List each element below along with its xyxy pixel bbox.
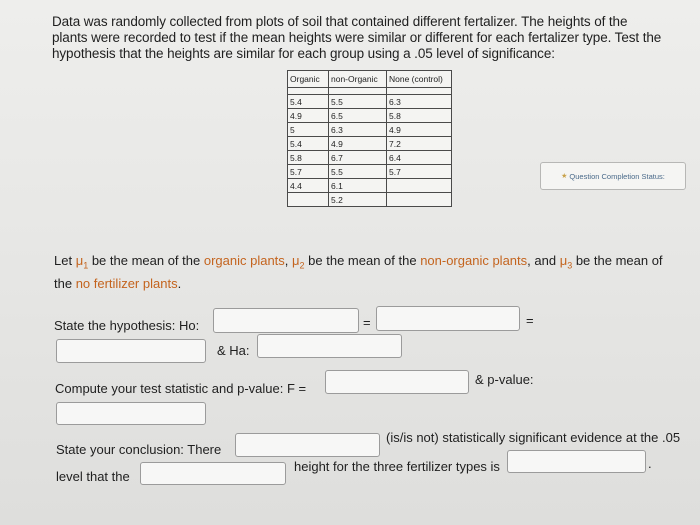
text-fragment: .	[177, 275, 182, 291]
question-intro: Data was randomly collected from plots of soil that contained different fertalizer. The heights of the plants were recorded to test if the mean heights were similar or different for each fertalizer type. Test the hypothesis that the heights are similar for each group using a .05 level of significance:	[52, 14, 662, 61]
table-cell: 5	[288, 123, 329, 137]
ha-input[interactable]	[257, 334, 402, 358]
text-fragment: Let	[54, 253, 76, 268]
ho-equals-sign-2: =	[526, 313, 534, 328]
table-header-row	[288, 71, 452, 88]
mu3-subscript: 3	[567, 260, 573, 271]
table-row	[288, 151, 452, 165]
table-row	[288, 165, 452, 179]
text-fragment: be the mean of the	[88, 253, 204, 268]
header-non-organic: non-Organic	[329, 71, 387, 88]
table-cell	[387, 179, 452, 193]
conclusion-evidence-text: (is/is not) statistically significant evidence at the .05	[386, 430, 681, 445]
table-cell: 5.4	[288, 137, 329, 151]
p-value-label: & p-value:	[475, 372, 534, 387]
table-gap	[288, 88, 452, 95]
conclusion-height-text: height for the three fertilizer types is	[294, 459, 500, 474]
table-cell: 6.4	[387, 151, 452, 165]
p-value-input[interactable]	[56, 402, 206, 425]
ho-equals-sign: =	[363, 315, 371, 330]
table-cell: 5.5	[329, 165, 387, 179]
table-row	[288, 123, 452, 137]
header-none-control: None (control)	[387, 71, 452, 88]
table-row	[288, 109, 452, 123]
table-row	[288, 179, 452, 193]
table-cell: 6.3	[387, 95, 452, 109]
organic-plants-term: organic plants	[203, 253, 285, 268]
table-cell: 6.3	[329, 123, 387, 137]
mean-definitions	[54, 252, 679, 292]
table-cell: 5.8	[387, 109, 452, 123]
text-fragment: be the mean of the	[54, 253, 663, 291]
table-cell: 5.8	[288, 151, 329, 165]
table-cell: 6.7	[329, 151, 387, 165]
fertilizer-data-table	[287, 70, 452, 207]
table-row	[288, 137, 452, 151]
question-completion-status-button[interactable]	[540, 162, 686, 190]
header-organic: Organic	[288, 71, 329, 88]
conclusion-level-text: level that the	[56, 469, 130, 484]
mu1-subscript: 1	[83, 260, 89, 271]
hypothesis-label: State the hypothesis: Ho:	[54, 318, 200, 333]
table-cell: 7.2	[387, 137, 452, 151]
table-cell	[288, 193, 329, 207]
table-cell: 4.9	[329, 137, 387, 151]
table-cell	[387, 193, 452, 207]
table-cell: 5.7	[288, 165, 329, 179]
text-fragment: be the mean of the	[304, 253, 421, 268]
table-cell: 5.4	[288, 95, 329, 109]
no-fertilizer-plants-term: no fertilizer plants	[75, 275, 178, 291]
table-cell: 5.2	[329, 193, 387, 207]
table-cell: 5.5	[329, 95, 387, 109]
mu3-symbol: μ	[559, 253, 568, 268]
table-cell: 6.5	[329, 109, 387, 123]
table-cell: 4.9	[387, 123, 452, 137]
similarity-input[interactable]	[507, 450, 646, 473]
text-fragment: , and	[527, 253, 560, 268]
status-button-label: Question Completion Status:	[569, 171, 665, 181]
ho-right-input[interactable]	[56, 339, 206, 363]
mu1-symbol: μ	[75, 253, 84, 268]
compute-label: Compute your test statistic and p-value: F =	[55, 381, 307, 396]
table-row	[288, 95, 452, 109]
table-cell: 4.4	[288, 179, 329, 193]
star-icon: ★	[561, 173, 568, 180]
f-statistic-input[interactable]	[325, 370, 469, 394]
mean-comparison-input[interactable]	[140, 462, 286, 485]
ho-middle-input[interactable]	[376, 306, 520, 331]
text-fragment: ,	[284, 253, 293, 268]
mu2-symbol: μ	[292, 253, 300, 268]
table-cell: 5.7	[387, 165, 452, 179]
is-is-not-input[interactable]	[235, 433, 380, 457]
conclusion-period: .	[648, 456, 652, 471]
conclusion-label: State your conclusion: There	[56, 442, 222, 457]
table-cell: 4.9	[288, 109, 329, 123]
ho-left-input[interactable]	[213, 308, 359, 333]
table-row	[288, 193, 452, 207]
ha-label: & Ha:	[217, 343, 250, 358]
mu2-subscript: 2	[299, 260, 305, 271]
table-cell: 6.1	[329, 179, 387, 193]
non-organic-plants-term: non-organic plants	[420, 253, 528, 268]
